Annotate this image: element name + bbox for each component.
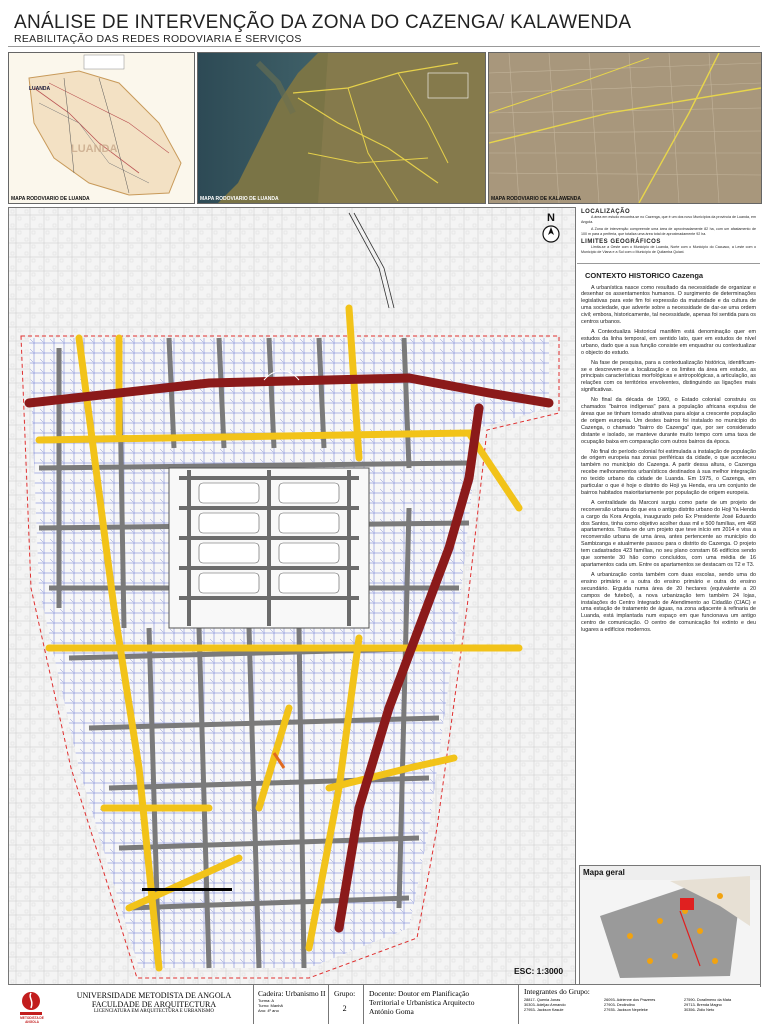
limites-heading: LIMITES GEOGRÁFICOS (581, 239, 661, 246)
luanda-map-graphic (9, 53, 194, 203)
cadeira-block (258, 989, 325, 1013)
grupo-value: 2 (342, 1004, 347, 1013)
integrantes-block (524, 987, 760, 1012)
contexto-paragraph: A urbanização conta também com duas escolas, sendo uma do ensino primário e a outra do ensino primário e outra do ensino secundário. Erguida numa área de 20 hectares (equivalente a 20 campos de futebol), a nova urbanização tem também 24 lojas, instalações do Centro Integrado de Atendimento ao Cidadão (CIAC) e uma estação de tratamento de águas, na zona adjacente à refinaria de Luanda, está implantada num espaço em que funcionava um antigo centro de comunicação. O centro de comunicação foi extinto e deu lugares a edifícios modernos. (581, 571, 756, 634)
member-entry: 29713- Brenda Magno (684, 1003, 722, 1007)
member-list (524, 998, 760, 1012)
side-divider (577, 263, 760, 264)
intervention-zone-map[interactable] (8, 207, 576, 1015)
satellite-image-zoom (489, 53, 761, 203)
integrantes-label: Integrantes do Grupo: (524, 987, 590, 996)
footer-divider (363, 985, 364, 1024)
university-name: UNIVERSIDADE METODISTA DE ANGOLA (76, 991, 232, 1000)
satellite-image (198, 53, 485, 203)
north-label: N (547, 212, 555, 224)
contexto-paragraph: No final da década de 1960, o Estado colonial construiu os chamados "bairros indígenas" para a população africana expulsa de áreas que se tinham tornado atrativas para alojar a crescente população de origem europeia. Um destes bairros foi instalado no município do Cazenga, o chamado "bairro do Cazenga" que, por ser considerado distante e isolado, se manteve durante muito tempo com uma taxa de ocupação baixa em comparação com outros bairros da época. (581, 397, 756, 445)
contexto-paragraph: A centralidade da Marconi surgiu como parte de um projeto de reconversão urbana do que era o antigo distrito urbano do Hoji Ya Henda a cargo da Kora Angola, inaugurado pelo Ex Presidente José Eduardo dos Santos, tinha como objetivo acolher duas mil e 500 famílias, em 468 apartamentos. Trata-se de um projeto que teve início em 2014 e visa a reconversão urbana de uma área, antes pertencente ao município do Sambizanga e atualmente passou para o distrito do Cazenga. O projeto tem cadastrados 423 famílias, no seu plano constam 66 edifícios sendo que somente 30 hão como concluídos, com uma média de 16 apartamentos cada um. Entre os apartamentos se destacam os T2 e T3. (581, 499, 756, 568)
member-entry: 27903- Deolindino (604, 1003, 635, 1007)
ano: Ano: 4º ano (258, 1008, 279, 1013)
localizacao-text-2: A Zona de intervenção compreende uma área de aproximadamente 82 ha, com um afastamento de 100 m para a periferia, que totaliza uma área total de aproximadamente 92 ha. (581, 227, 756, 236)
docente-block (369, 989, 474, 1016)
thumbnail-caption: MAPA RODOVIARIO DE LUANDA (200, 196, 279, 202)
luanda-road-map-thumbnail[interactable] (8, 52, 195, 204)
mapa-geral-inset[interactable] (579, 865, 761, 987)
contexto-paragraph: Na fase de pesquisa, para a contextualização histórica, identificam-se e descrevem-se a localização e os limites da área em estudo, as principais características morfológicas e antropológicas, a articulação, as relações com os territórios envolventes, distinguindo as ligações mais significativas. (581, 359, 756, 394)
course-name: LICENCIATURA EM ARQUITECTURA E URBANISMO (93, 1009, 214, 1014)
satellite-thumbnail-luanda[interactable] (197, 52, 486, 204)
member-entry: 28817- Quenia Jonas (524, 998, 561, 1002)
university-block (64, 991, 244, 1014)
satellite-thumbnail-kalawenda[interactable] (488, 52, 762, 204)
cadeira: Cadeira: Urbanismo II (258, 989, 326, 998)
localizacao-heading: LOCALIZAÇÃO (581, 209, 631, 215)
thumbnail-caption: MAPA RODOVIARIO DE LUANDA (11, 196, 90, 202)
overview-map-graphic (580, 866, 760, 986)
contexto-paragraph: A urbanística nasce como resultado da necessidade de organizar e desenhar os assentamentos humanos. O surgimento de determinações legislativas para este fim foi expressão da maturidade e da cultura de uma sociedade, que adverte sobre a necessidade de dar-se uma ordem civil; embora, historicamente, tal necessidade, apenas foi sentida para os centros urbanos. (581, 284, 756, 326)
member-entry: 27953- Jackson Kasule (524, 1008, 564, 1012)
north-arrow (541, 212, 561, 249)
contexto-paragraphs (581, 285, 756, 635)
footer-divider (253, 985, 254, 1024)
member-entry: 27935- Jackson Nepeleke (604, 1008, 648, 1012)
page-title: ANÁLISE DE INTERVENÇÃO DA ZONA DO CAZENGA/ KALAWENDA (14, 12, 632, 33)
faculty-name: FACULDADE DE ARQUITECTURA (91, 1000, 217, 1009)
member-entry: 26093- Adrienne dos Prazeres (604, 998, 656, 1002)
contexto-paragraph: A Contextualiza Historical manifém está denominação quer em estudos da linha temporal, em sentido lato, quer em estudos de nível urbano, dado que a sua função consiste em enquadrar ou contextualizar o objecto do estudo. (581, 329, 756, 356)
urban-plan-drawing (9, 208, 575, 1014)
map-scale: ESC: 1:3000 (514, 966, 564, 976)
turma: Turma: A (258, 998, 275, 1003)
footer-bar (8, 984, 760, 1024)
member-entry: 30356- Zidio Neto (684, 1008, 715, 1012)
grupo-block (334, 989, 355, 1013)
docente-line-3: António Goma (369, 1007, 414, 1016)
mapa-geral-title: Mapa geral (583, 868, 625, 877)
docente-line-2: Territorial e Urbanística Arquitecto (369, 998, 475, 1007)
footer-divider (518, 985, 519, 1024)
docente-line-1: Docente: Doutor em Planificação (369, 989, 470, 998)
map-label-large: LUANDA (71, 143, 118, 155)
contexto-paragraph: No final do período colonial foi estimulada a instalação de população de origem europeia nas zonas periféricas da cidade, o que aconteceu também no município do Cazenga. A partir dessa altura, o Cazenga recebe melhoramentos urbanísticos destinados à sua melhor integração no tecido urbano da cidade de Luanda. Em 1975, o Cazenga, em particular o que é hoje o distrito do Hoji ya Henda, era um conjunto de bairros habitados maioritariamente por população de origem europeia. (581, 448, 756, 496)
member-entry: 30303- Adeljao Armando (524, 1003, 566, 1007)
limites-text: Limita-se a Oeste com o Município de Luanda, Norte com o Município do Cacuaco, a Leste com o Município de Viana e a Sul com o Município de Quilamba Quiaxi. (581, 245, 756, 254)
member-entry: 27590- Doralimeno da Mata (684, 998, 732, 1002)
side-panel (577, 207, 760, 1013)
contexto-heading: CONTEXTO HISTORICO Cazenga (585, 270, 704, 280)
turno: Turno: Manhã (258, 1003, 283, 1008)
compass-icon (541, 224, 561, 244)
grupo-label: Grupo: (334, 989, 356, 998)
localizacao-text: A área em estudo encontra-se no Cazenga, que é um dos novo Municípios da província de Luanda, em Angola. (581, 215, 756, 224)
thumbnail-caption: MAPA RODOVIARIO DE KALAWENDA (491, 196, 581, 202)
footer-divider (328, 985, 329, 1024)
header-divider (8, 46, 760, 47)
logo-text: METODISTA DE ANGOLA (20, 1016, 44, 1024)
page-subtitle: REABILITAÇÃO DAS REDES RODOVIARIA E SERVIÇOS (14, 33, 302, 45)
map-label: LUANDA (29, 86, 51, 92)
university-logo (14, 988, 48, 1022)
